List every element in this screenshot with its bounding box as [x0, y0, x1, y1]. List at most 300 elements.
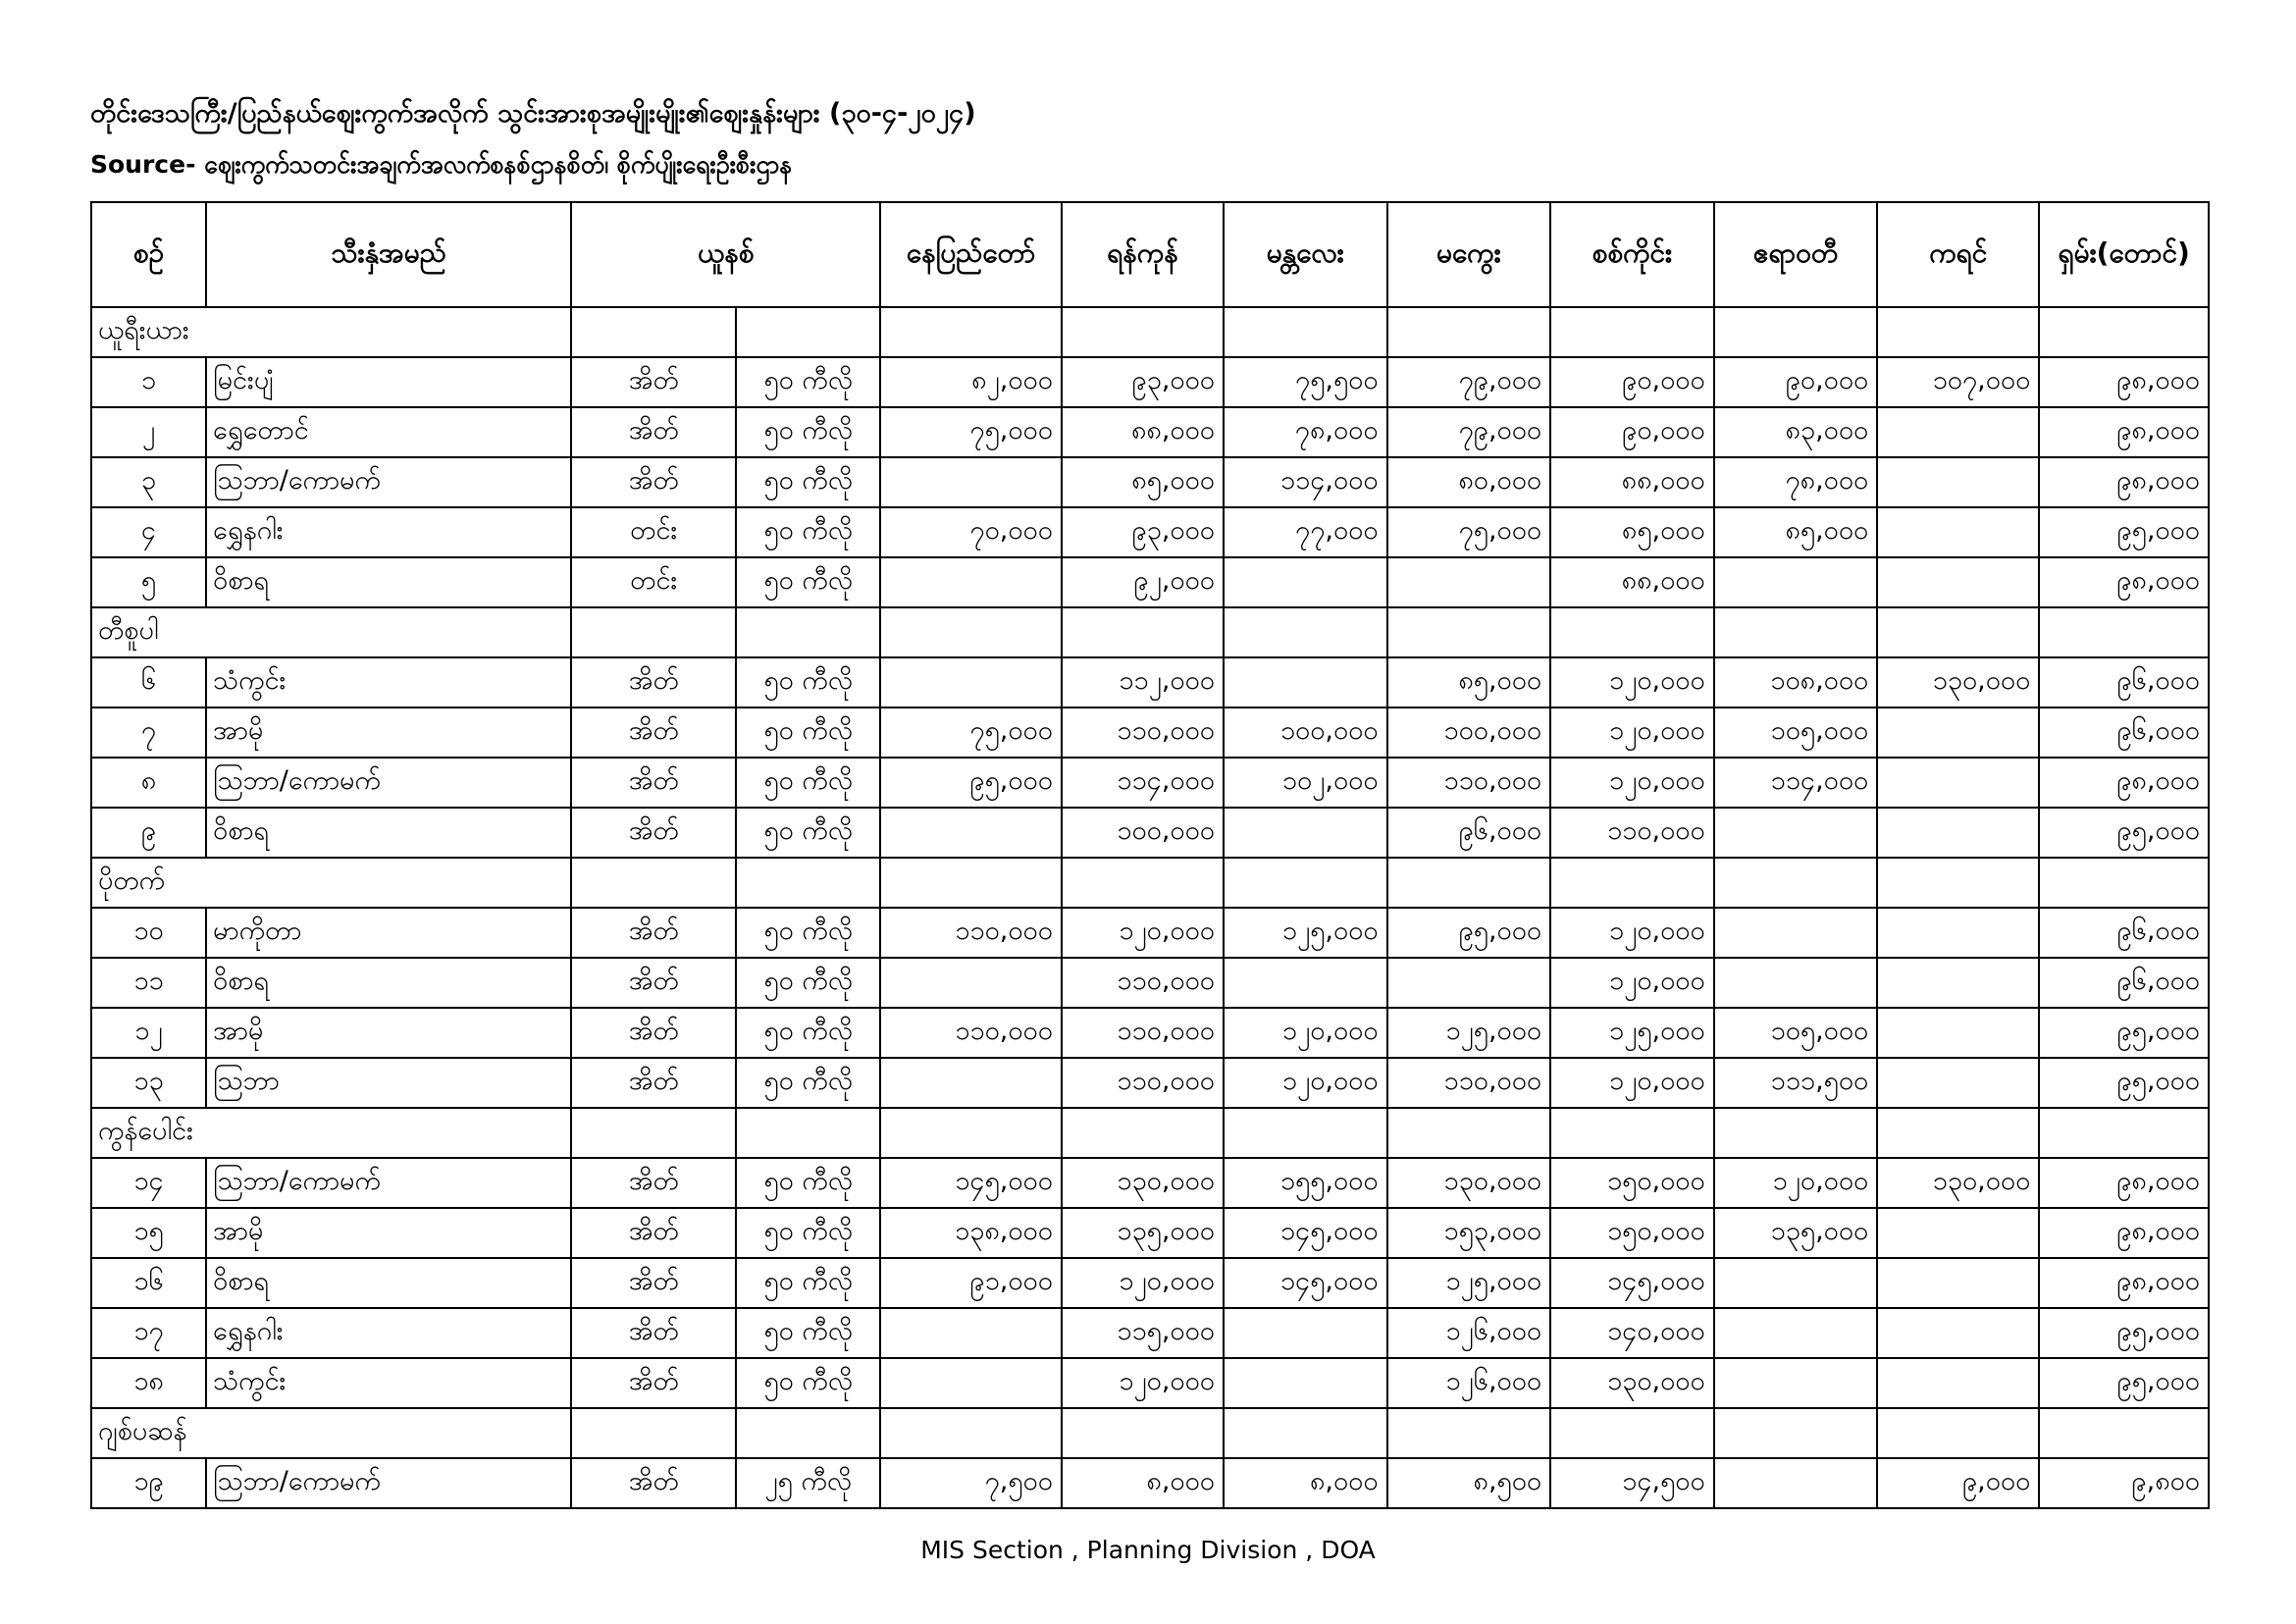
price-cell: ၁၂၀,၀၀၀	[1224, 1008, 1387, 1058]
unit-cell: အိတ်	[571, 657, 736, 707]
price-cell	[1877, 958, 2039, 1008]
price-cell	[1387, 557, 1551, 607]
price-cell: ၉၈,၀၀၀	[2039, 457, 2209, 507]
price-cell: ၉၂,၀၀၀	[1062, 557, 1224, 607]
price-cell: ၈၈,၀၀၀	[1062, 407, 1224, 457]
price-cell: ၇၉,၀၀၀	[1387, 357, 1551, 407]
crop-name: သြဘာ/ကောမက်	[206, 1458, 571, 1508]
row-number: ၉	[91, 808, 206, 858]
price-cell	[1224, 808, 1387, 858]
table-row	[91, 808, 2209, 858]
group-label: ယူရီးယား	[91, 307, 571, 357]
price-cell: ၁၂၀,၀၀၀	[1550, 707, 1714, 758]
price-cell: ၈၅,၀၀၀	[1062, 457, 1224, 507]
price-cell: ၉၀,၀၀၀	[1550, 407, 1714, 457]
weight-cell: ၅၀ ကီလို	[736, 1258, 880, 1308]
price-cell: ၁၁၄,၀၀၀	[1714, 758, 1878, 808]
header-unit: ယူနစ်	[571, 202, 880, 307]
price-cell	[880, 557, 1062, 607]
empty-cell	[880, 307, 1062, 357]
empty-cell	[1062, 858, 1224, 908]
price-cell: ၁၂၀,၀၀၀	[1062, 1358, 1224, 1408]
crop-name: သြဘာ/ကောမက်	[206, 758, 571, 808]
row-number: ၁	[91, 357, 206, 407]
price-cell: ၁၅၃,၀၀၀	[1387, 1208, 1551, 1258]
price-cell: ၉၅,၀၀၀	[2039, 808, 2209, 858]
table-row	[91, 1158, 2209, 1208]
weight-cell: ၅၀ ကီလို	[736, 808, 880, 858]
table-row	[91, 1458, 2209, 1508]
price-cell: ၁၁၀,၀၀၀	[880, 908, 1062, 958]
empty-cell	[571, 607, 736, 657]
unit-cell: အိတ်	[571, 1458, 736, 1508]
empty-cell	[1224, 307, 1387, 357]
price-cell: ၁၂၆,၀၀၀	[1387, 1358, 1551, 1408]
price-cell: ၁၅၀,၀၀၀	[1550, 1208, 1714, 1258]
price-cell	[1877, 1008, 2039, 1058]
empty-cell	[1714, 1108, 1878, 1158]
price-cell: ၁၁၀,၀၀၀	[880, 1008, 1062, 1058]
price-cell: ၁၂၅,၀၀၀	[1387, 1258, 1551, 1308]
group-label: ပိုတက်	[91, 858, 571, 908]
price-table	[90, 201, 2210, 1509]
price-cell: ၁၂၅,၀၀၀	[1387, 1008, 1551, 1058]
weight-cell: ၅၀ ကီလို	[736, 958, 880, 1008]
crop-name: ဝိစာရ	[206, 557, 571, 607]
row-number: ၁၀	[91, 908, 206, 958]
price-cell: ၉၈,၀၀၀	[2039, 1158, 2209, 1208]
crop-name: အာမို	[206, 707, 571, 758]
price-cell: ၁၁၀,၀၀၀	[1062, 1008, 1224, 1058]
header-market: ရန်ကုန်	[1062, 202, 1224, 307]
price-cell: ၁၄၅,၀၀၀	[1224, 1258, 1387, 1308]
group-row	[91, 858, 2209, 908]
price-cell	[1714, 1258, 1878, 1308]
header-market: ကရင်	[1877, 202, 2039, 307]
empty-cell	[880, 1108, 1062, 1158]
price-cell	[1714, 1308, 1878, 1358]
unit-cell: တင်း	[571, 557, 736, 607]
price-cell: ၁၁၂,၀၀၀	[1062, 657, 1224, 707]
price-cell: ၈,၀၀၀	[1062, 1458, 1224, 1508]
empty-cell	[736, 1108, 880, 1158]
price-cell: ၈၅,၀၀၀	[1550, 507, 1714, 557]
crop-name: ဝိစာရ	[206, 808, 571, 858]
price-cell: ၉,၀၀၀	[1877, 1458, 2039, 1508]
price-cell: ၁၀၀,၀၀၀	[1062, 808, 1224, 858]
price-cell: ၁၂၆,၀၀၀	[1387, 1308, 1551, 1358]
price-cell: ၈,၀၀၀	[1224, 1458, 1387, 1508]
table-row	[91, 557, 2209, 607]
empty-cell	[1550, 1408, 1714, 1458]
price-cell	[1714, 908, 1878, 958]
crop-name: ရွှေနဂါး	[206, 507, 571, 557]
empty-cell	[880, 607, 1062, 657]
price-cell	[880, 958, 1062, 1008]
header-market: မန္တလေး	[1224, 202, 1387, 307]
price-cell: ၈၈,၀၀၀	[1550, 557, 1714, 607]
price-cell: ၁၂၀,၀၀၀	[1550, 657, 1714, 707]
price-cell: ၉၈,၀၀၀	[2039, 758, 2209, 808]
price-cell: ၁၂၀,၀၀၀	[1550, 1058, 1714, 1108]
price-cell: ၁၁၄,၀၀၀	[1062, 758, 1224, 808]
price-cell: ၁၁၀,၀၀၀	[1062, 707, 1224, 758]
unit-cell: အိတ်	[571, 357, 736, 407]
empty-cell	[1224, 1108, 1387, 1158]
price-cell: ၁၀၇,၀၀၀	[1877, 357, 2039, 407]
price-cell: ၇၅,၀၀၀	[1387, 507, 1551, 557]
weight-cell: ၅၀ ကီလို	[736, 1208, 880, 1258]
source-line: Source- ဈေးကွက်သတင်းအချက်အလက်စနစ်ဌာနစိတ်၊ စိုက်ပျိုးရေးဦးစီးဌာန	[90, 150, 793, 179]
unit-cell: အိတ်	[571, 758, 736, 808]
price-cell: ၇၅,၀၀၀	[880, 407, 1062, 457]
weight-cell: ၂၅ ကီလို	[736, 1458, 880, 1508]
price-cell	[1224, 557, 1387, 607]
row-number: ၁၉	[91, 1458, 206, 1508]
price-cell: ၈၃,၀၀၀	[1714, 407, 1878, 457]
table-row	[91, 1358, 2209, 1408]
price-cell: ၈၅,၀၀၀	[1714, 507, 1878, 557]
price-cell: ၉,၈၀၀	[2039, 1458, 2209, 1508]
table-row	[91, 758, 2209, 808]
price-cell: ၁၃၀,၀၀၀	[1877, 1158, 2039, 1208]
price-cell: ၉၅,၀၀၀	[2039, 1358, 2209, 1408]
crop-name: မြင်းပျံ	[206, 357, 571, 407]
unit-cell: အိတ်	[571, 457, 736, 507]
header-market: ရှမ်း(တောင်)	[2039, 202, 2209, 307]
price-cell	[1877, 1058, 2039, 1108]
empty-cell	[2039, 1108, 2209, 1158]
unit-cell: အိတ်	[571, 1208, 736, 1258]
empty-cell	[736, 307, 880, 357]
price-cell	[1877, 407, 2039, 457]
price-cell	[880, 808, 1062, 858]
price-cell	[1224, 1308, 1387, 1358]
price-cell	[880, 1358, 1062, 1408]
table-row	[91, 1058, 2209, 1108]
price-cell: ၁၃၀,၀၀၀	[1877, 657, 2039, 707]
price-cell: ၁၀၈,၀၀၀	[1714, 657, 1878, 707]
price-cell: ၈၅,၀၀၀	[1387, 657, 1551, 707]
empty-cell	[1387, 858, 1551, 908]
price-cell: ၇,၅၀၀	[880, 1458, 1062, 1508]
price-cell	[1224, 1358, 1387, 1408]
empty-cell	[1550, 858, 1714, 908]
unit-cell: အိတ်	[571, 958, 736, 1008]
empty-cell	[1877, 1408, 2039, 1458]
price-cell: ၁၃၀,၀၀၀	[1550, 1358, 1714, 1408]
header-market: မကွေး	[1387, 202, 1551, 307]
empty-cell	[1062, 1108, 1224, 1158]
price-cell	[1877, 457, 2039, 507]
row-number: ၁၄	[91, 1158, 206, 1208]
table-body	[91, 307, 2209, 1508]
row-number: ၁၇	[91, 1308, 206, 1358]
price-cell: ၁၂၀,၀၀၀	[1714, 1158, 1878, 1208]
weight-cell: ၅၀ ကီလို	[736, 1058, 880, 1108]
table-row	[91, 908, 2209, 958]
price-cell: ၁၁၄,၀၀၀	[1224, 457, 1387, 507]
price-cell: ၁၄၅,၀၀၀	[880, 1158, 1062, 1208]
crop-name: မာကိုတာ	[206, 908, 571, 958]
crop-name: သြဘာ/ကောမက်	[206, 1158, 571, 1208]
price-cell	[1877, 908, 2039, 958]
price-cell: ၈၂,၀၀၀	[880, 357, 1062, 407]
table-row	[91, 407, 2209, 457]
weight-cell: ၅၀ ကီလို	[736, 707, 880, 758]
price-cell: ၉၅,၀၀၀	[2039, 1008, 2209, 1058]
empty-cell	[736, 858, 880, 908]
weight-cell: ၅၀ ကီလို	[736, 657, 880, 707]
row-number: ၅	[91, 557, 206, 607]
price-cell: ၉၆,၀၀၀	[2039, 657, 2209, 707]
empty-cell	[736, 1408, 880, 1458]
empty-cell	[1550, 1108, 1714, 1158]
table-row	[91, 958, 2209, 1008]
price-cell: ၈,၅၀၀	[1387, 1458, 1551, 1508]
price-cell: ၁၀၅,၀၀၀	[1714, 707, 1878, 758]
unit-cell: တင်း	[571, 507, 736, 557]
footer-text: MIS Section , Planning Division , DOA	[920, 1536, 1376, 1564]
price-cell: ၉၈,၀၀၀	[2039, 1258, 2209, 1308]
report-title: တိုင်းဒေသကြီး/ပြည်နယ်ဈေးကွက်အလိုက် သွင်းအားစုအမျိုးမျိုး၏ဈေးနှုန်းများ (၃၀-၄-၂၀၂၄)	[90, 98, 976, 129]
empty-cell	[571, 858, 736, 908]
price-cell: ၉၈,၀၀၀	[2039, 357, 2209, 407]
weight-cell: ၅၀ ကီလို	[736, 1358, 880, 1408]
unit-cell: အိတ်	[571, 1058, 736, 1108]
price-cell: ၁၃၅,၀၀၀	[1714, 1208, 1878, 1258]
crop-name: ဝိစာရ	[206, 958, 571, 1008]
price-cell	[1877, 557, 2039, 607]
price-cell: ၉၀,၀၀၀	[1714, 357, 1878, 407]
weight-cell: ၅၀ ကီလို	[736, 1008, 880, 1058]
group-row	[91, 1408, 2209, 1458]
price-cell: ၁၁၀,၀၀၀	[1387, 758, 1551, 808]
price-cell: ၇၇,၀၀၀	[1224, 507, 1387, 557]
price-cell: ၁၂၀,၀၀၀	[1550, 758, 1714, 808]
weight-cell: ၅၀ ကီလို	[736, 1158, 880, 1208]
row-number: ၄	[91, 507, 206, 557]
price-cell: ၁၂၀,၀၀၀	[1550, 958, 1714, 1008]
empty-cell	[1224, 1408, 1387, 1458]
price-cell: ၉၅,၀၀၀	[2039, 507, 2209, 557]
price-cell: ၇၉,၀၀၀	[1387, 407, 1551, 457]
price-cell	[1714, 1358, 1878, 1408]
header-market: စစ်ကိုင်း	[1550, 202, 1714, 307]
empty-cell	[571, 307, 736, 357]
price-cell: ၁၀၅,၀၀၀	[1714, 1008, 1878, 1058]
price-cell: ၉၃,၀၀၀	[1062, 357, 1224, 407]
empty-cell	[1714, 607, 1878, 657]
empty-cell	[1062, 1408, 1224, 1458]
price-cell: ၇၈,၀၀၀	[1714, 457, 1878, 507]
price-cell	[1877, 758, 2039, 808]
row-number: ၂	[91, 407, 206, 457]
unit-cell: အိတ်	[571, 808, 736, 858]
group-label: တီစူပါ	[91, 607, 571, 657]
empty-cell	[880, 858, 1062, 908]
header-name: သီးနှံအမည်	[206, 202, 571, 307]
row-number: ၆	[91, 657, 206, 707]
price-cell: ၉၆,၀၀၀	[2039, 958, 2209, 1008]
price-cell: ၁၀၀,၀၀၀	[1387, 707, 1551, 758]
empty-cell	[1877, 1108, 2039, 1158]
price-cell: ၉၅,၀၀၀	[2039, 1058, 2209, 1108]
price-cell: ၇၅,၀၀၀	[880, 707, 1062, 758]
crop-name: ဝိစာရ	[206, 1258, 571, 1308]
empty-cell	[736, 607, 880, 657]
group-row	[91, 1108, 2209, 1158]
price-cell: ၁၁၀,၀၀၀	[1550, 808, 1714, 858]
table-row	[91, 1208, 2209, 1258]
table-row	[91, 1008, 2209, 1058]
price-cell	[880, 1308, 1062, 1358]
price-cell: ၉၅,၀၀၀	[1387, 908, 1551, 958]
price-cell	[1224, 958, 1387, 1008]
group-label: ဂျစ်ပဆန်	[91, 1408, 571, 1458]
price-cell: ၉၈,၀၀၀	[2039, 1208, 2209, 1258]
price-cell	[1877, 1308, 2039, 1358]
price-cell: ၁၂၀,၀၀၀	[1550, 908, 1714, 958]
row-number: ၃	[91, 457, 206, 507]
price-cell: ၉၆,၀၀၀	[2039, 908, 2209, 958]
price-cell	[1877, 808, 2039, 858]
price-cell: ၁၂၀,၀၀၀	[1062, 1258, 1224, 1308]
price-cell	[1224, 657, 1387, 707]
group-row	[91, 307, 2209, 357]
price-cell	[1387, 958, 1551, 1008]
weight-cell: ၅၀ ကီလို	[736, 1308, 880, 1358]
price-cell: ၉၃,၀၀၀	[1062, 507, 1224, 557]
price-cell: ၈၀,၀၀၀	[1387, 457, 1551, 507]
empty-cell	[1387, 307, 1551, 357]
table-row	[91, 357, 2209, 407]
table-row	[91, 1258, 2209, 1308]
price-cell	[1877, 707, 2039, 758]
price-cell	[880, 1058, 1062, 1108]
price-cell: ၁၅၀,၀၀၀	[1550, 1158, 1714, 1208]
price-cell: ၉၅,၀၀၀	[880, 758, 1062, 808]
table-row	[91, 707, 2209, 758]
price-cell: ၁၁၁,၅၀၀	[1714, 1058, 1878, 1108]
price-cell	[1877, 1358, 2039, 1408]
price-cell: ၁၃၀,၀၀၀	[1387, 1158, 1551, 1208]
weight-cell: ၅၀ ကီလို	[736, 407, 880, 457]
price-cell	[1714, 1458, 1878, 1508]
price-cell: ၇၀,၀၀၀	[880, 507, 1062, 557]
price-cell: ၁၀၂,၀၀၀	[1224, 758, 1387, 808]
price-cell: ၉၀,၀၀၀	[1550, 357, 1714, 407]
price-cell: ၁၂၀,၀၀၀	[1224, 1058, 1387, 1108]
table-header-row	[91, 202, 2209, 307]
empty-cell	[1224, 858, 1387, 908]
weight-cell: ၅၀ ကီလို	[736, 758, 880, 808]
unit-cell: အိတ်	[571, 1358, 736, 1408]
header-no: စဉ်	[91, 202, 206, 307]
empty-cell	[571, 1108, 736, 1158]
header-market: နေပြည်တော်	[880, 202, 1062, 307]
empty-cell	[1550, 307, 1714, 357]
table-row	[91, 507, 2209, 557]
price-cell: ၁၂၅,၀၀၀	[1224, 908, 1387, 958]
price-cell: ၉၅,၀၀၀	[2039, 1308, 2209, 1358]
crop-name: အာမို	[206, 1208, 571, 1258]
empty-cell	[1062, 607, 1224, 657]
unit-cell: အိတ်	[571, 908, 736, 958]
unit-cell: အိတ်	[571, 407, 736, 457]
price-cell: ၁၁၀,၀၀၀	[1062, 1058, 1224, 1108]
price-cell: ၁၄၀,၀၀၀	[1550, 1308, 1714, 1358]
empty-cell	[1224, 607, 1387, 657]
crop-name: သြဘာ/ကောမက်	[206, 457, 571, 507]
price-cell: ၁၁၀,၀၀၀	[1387, 1058, 1551, 1108]
table-row	[91, 457, 2209, 507]
price-cell	[880, 457, 1062, 507]
price-cell: ၉၈,၀၀၀	[2039, 557, 2209, 607]
table-row	[91, 657, 2209, 707]
price-cell: ၇၈,၀၀၀	[1224, 407, 1387, 457]
price-cell: ၇၅,၅၀၀	[1224, 357, 1387, 407]
empty-cell	[2039, 307, 2209, 357]
weight-cell: ၅၀ ကီလို	[736, 507, 880, 557]
row-number: ၁၃	[91, 1058, 206, 1108]
price-cell	[1877, 507, 2039, 557]
price-cell: ၉၆,၀၀၀	[1387, 808, 1551, 858]
empty-cell	[1387, 1408, 1551, 1458]
price-cell	[1714, 557, 1878, 607]
empty-cell	[880, 1408, 1062, 1458]
empty-cell	[1877, 858, 2039, 908]
row-number: ၁၂	[91, 1008, 206, 1058]
empty-cell	[1714, 307, 1878, 357]
price-cell: ၁၄၅,၀၀၀	[1550, 1258, 1714, 1308]
price-cell: ၁၁၅,၀၀၀	[1062, 1308, 1224, 1358]
row-number: ၁၈	[91, 1358, 206, 1408]
unit-cell: အိတ်	[571, 1308, 736, 1358]
table-row	[91, 1308, 2209, 1358]
weight-cell: ၅၀ ကီလို	[736, 557, 880, 607]
empty-cell	[2039, 858, 2209, 908]
row-number: ၁၁	[91, 958, 206, 1008]
price-cell	[1877, 1258, 2039, 1308]
price-cell	[880, 657, 1062, 707]
unit-cell: အိတ်	[571, 1158, 736, 1208]
price-cell: ၁၃၀,၀၀၀	[1062, 1158, 1224, 1208]
price-cell: ၁၅၅,၀၀၀	[1224, 1158, 1387, 1208]
empty-cell	[1387, 1108, 1551, 1158]
price-cell: ၁၄၅,၀၀၀	[1224, 1208, 1387, 1258]
price-cell	[1714, 958, 1878, 1008]
empty-cell	[1387, 607, 1551, 657]
header-market: ဧရာဝတီ	[1714, 202, 1878, 307]
empty-cell	[1877, 607, 2039, 657]
empty-cell	[2039, 607, 2209, 657]
crop-name: ရွှေနဂါး	[206, 1308, 571, 1358]
group-row	[91, 607, 2209, 657]
price-cell: ၉၈,၀၀၀	[2039, 407, 2209, 457]
weight-cell: ၅၀ ကီလို	[736, 908, 880, 958]
price-cell: ၁၂၅,၀၀၀	[1550, 1008, 1714, 1058]
crop-name: သံကွင်း	[206, 1358, 571, 1408]
group-label: ကွန်ပေါင်း	[91, 1108, 571, 1158]
crop-name: သြဘာ	[206, 1058, 571, 1108]
row-number: ၇	[91, 707, 206, 758]
empty-cell	[1877, 307, 2039, 357]
empty-cell	[1062, 307, 1224, 357]
crop-name: ရွှေတောင်	[206, 407, 571, 457]
empty-cell	[1550, 607, 1714, 657]
unit-cell: အိတ်	[571, 1258, 736, 1308]
